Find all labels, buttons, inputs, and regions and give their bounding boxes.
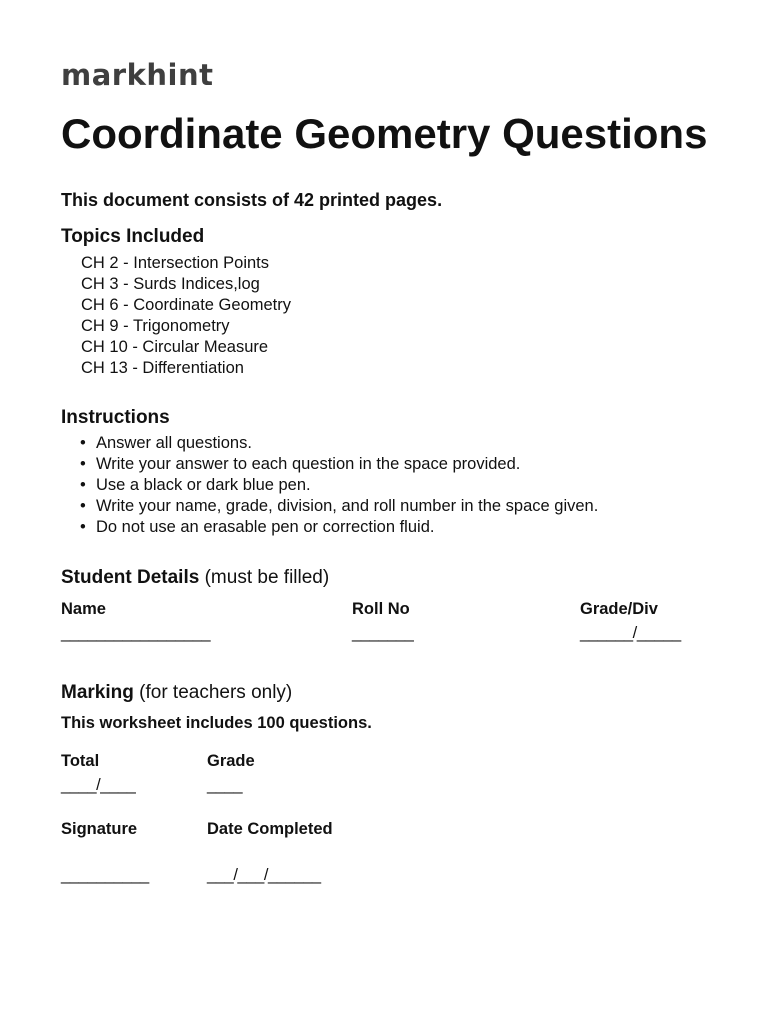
- page-count-note: This document consists of 42 printed pages.: [61, 190, 443, 210]
- total-field[interactable]: ____/____: [61, 776, 136, 794]
- topics-heading: Topics Included: [61, 226, 205, 247]
- name-label: Name: [61, 600, 106, 618]
- grade-div-field[interactable]: ______/_____: [580, 624, 681, 642]
- marking-heading: [61, 682, 292, 704]
- name-field[interactable]: _________________: [61, 624, 211, 642]
- topic-item: CH 3 - Surds Indices,log: [81, 275, 260, 293]
- instructions-list: [80, 433, 598, 538]
- roll-no-label: Roll No: [352, 600, 410, 618]
- instruction-text: Write your name, grade, division, and roll number in the space given.: [96, 497, 599, 515]
- worksheet-question-count: This worksheet includes 100 questions.: [61, 714, 372, 732]
- topic-item: CH 13 - Differentiation: [81, 359, 244, 377]
- instructions-heading: Instructions: [61, 407, 170, 428]
- date-completed-field[interactable]: ___/___/______: [207, 866, 321, 884]
- grade-div-label: Grade/Div: [580, 600, 658, 618]
- date-completed-label: Date Completed: [207, 820, 333, 838]
- instruction-text: Write your answer to each question in the space provided.: [96, 455, 521, 473]
- student-details-note: (must be filled): [204, 567, 330, 588]
- bullet-icon: •: [80, 476, 86, 494]
- instruction-text: Do not use an erasable pen or correction fluid.: [96, 518, 435, 536]
- instruction-item: [80, 475, 598, 496]
- instruction-item: [80, 496, 598, 517]
- grade-label: Grade: [207, 752, 255, 770]
- markhint-logo: markhint: [61, 58, 214, 92]
- topic-item: CH 10 - Circular Measure: [81, 338, 269, 356]
- instruction-item: [80, 454, 598, 475]
- bullet-icon: •: [80, 518, 86, 536]
- total-label: Total: [61, 752, 100, 770]
- topic-item: CH 9 - Trigonometry: [81, 317, 230, 335]
- instruction-text: Answer all questions.: [96, 434, 252, 452]
- instruction-item: [80, 433, 598, 454]
- page-title: Coordinate Geometry Questions: [61, 110, 708, 157]
- student-details-title: Student Details: [61, 567, 200, 588]
- signature-label: Signature: [61, 820, 138, 838]
- instruction-item: [80, 517, 598, 538]
- topic-item: CH 6 - Coordinate Geometry: [81, 296, 291, 314]
- student-details-heading: [61, 567, 329, 589]
- marking-note: (for teachers only): [139, 682, 293, 703]
- signature-field[interactable]: __________: [61, 866, 149, 884]
- bullet-icon: •: [80, 434, 86, 452]
- topics-list: [81, 253, 291, 379]
- marking-title: Marking: [61, 682, 134, 703]
- topic-item: CH 2 - Intersection Points: [81, 254, 269, 272]
- bullet-icon: •: [80, 455, 86, 473]
- roll-no-field[interactable]: _______: [352, 624, 414, 642]
- instruction-text: Use a black or dark blue pen.: [96, 476, 311, 494]
- bullet-icon: •: [80, 497, 86, 515]
- grade-field[interactable]: ____: [207, 776, 243, 794]
